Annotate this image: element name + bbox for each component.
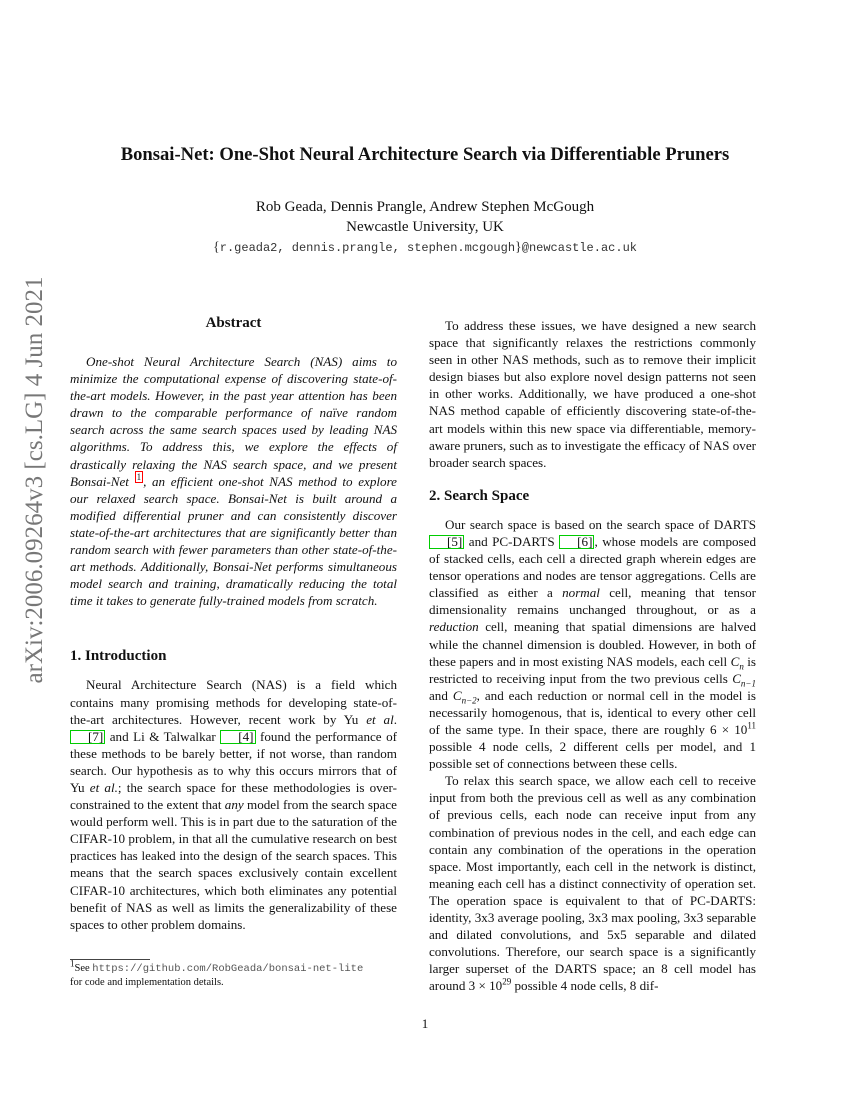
text-run: et al bbox=[366, 711, 394, 727]
citation-link[interactable]: [5] bbox=[429, 535, 464, 549]
math-cn-2 bbox=[452, 687, 477, 706]
math-number: 3 × 10 bbox=[468, 978, 503, 994]
math-symbol: C bbox=[452, 687, 462, 703]
text-run: . bbox=[393, 711, 397, 727]
section-heading-search-space: 2. Search Space bbox=[429, 487, 530, 504]
paper-title: Bonsai-Net: One-Shot Neural Architecture Search via Differentiable Pruners bbox=[120, 144, 730, 165]
text-run: cell, meaning that tensor dimensionality remains unchanged throughout, or as a bbox=[429, 585, 756, 618]
abstract-text bbox=[70, 353, 397, 609]
left-column bbox=[70, 314, 397, 933]
text-run: , whose models are composed of stacked cells, each cell a directed graph wherein edges are tensor operations and nodes are tensor aggregations. Cells are classified as either a bbox=[429, 533, 756, 601]
text-run: and bbox=[429, 687, 453, 703]
math-exponent: 29 bbox=[502, 977, 512, 988]
issues-paragraph: To address these issues, we have designed a new search space that significantly relaxes the restrictions commonly seen in other NAS methods, such as to remove their implicit design biases but also explore novel design patterns not seen in other works. Additionally, we have produced a one-shot NAS method capable of efficiently discovering state-of-the-art models within this new space via differentiable, memory-aware pruners, such as to investigate the efficacy of NAS over broader search spaces. bbox=[429, 318, 756, 470]
text-run: et al. bbox=[89, 779, 118, 795]
intro-paragraph bbox=[70, 676, 397, 932]
text-run: and Li & Talwalkar bbox=[105, 728, 221, 744]
text-run: To relax this search space, we allow each cell to receive input from both the previous cell as well as any combination of previous cells, each node can receive input from any combination of previous nodes in the cell, and each edge can contain any combination of the operations in the operation space. Most importantly, each cell in the network is distinct, meaning each cell has a distinct connectivity of operation set. The operation space is equivalent to that of PC-DARTS: identity, 3x3 average pooling, 3x3 max pooling, 3x3 separable and dilated convolutions, and 5x5 separable and dilated convolutions. Therefore, our search space is a significantly larger superset of the DARTS space; an 8 cell model has around bbox=[429, 773, 756, 994]
text-run: possible 4 node cells, 8 dif- bbox=[511, 978, 659, 994]
math-exponent: 11 bbox=[747, 720, 756, 731]
math-count-2 bbox=[469, 978, 512, 993]
text-run: See bbox=[74, 963, 93, 974]
math-number: 6 × 10 bbox=[710, 721, 748, 737]
affiliation: Newcastle University, UK bbox=[346, 219, 504, 235]
text-run: cell, meaning that spatial dimensions are halved while the channel dimension is doubled. However, in both of these papers and in most existing NAS models, each cell bbox=[429, 619, 756, 669]
arxiv-stamp-text: arXiv:2006.09264v3 [cs.LG] 4 Jun 2021 bbox=[21, 276, 48, 684]
footnote-link[interactable]: 1 bbox=[136, 472, 142, 483]
page-number: 1 bbox=[421, 1016, 429, 1031]
text-run: and PC-DARTS bbox=[464, 533, 560, 549]
email-names: r.geada2, dennis.prangle, stephen.mcgough bbox=[219, 241, 516, 255]
search-space-paragraph bbox=[429, 516, 756, 772]
email-domain: @newcastle.ac.uk bbox=[521, 241, 637, 255]
author-emails: {r.geada2, dennis.prangle, stephen.mcgough}@newcastle.ac.uk bbox=[213, 240, 637, 255]
abstract-heading: Abstract bbox=[205, 315, 262, 331]
math-symbol: C bbox=[732, 670, 741, 686]
right-column bbox=[429, 317, 756, 994]
author-list: Rob Geada, Dennis Prangle, Andrew Stephen McGough bbox=[255, 199, 595, 215]
repo-link[interactable]: https://github.com/RobGeada/bonsai-net-lite bbox=[92, 963, 364, 975]
footnote bbox=[70, 958, 410, 990]
text-run: ; the search space for these methodologies is over-constrained to the extent that bbox=[70, 779, 397, 813]
text-run: any bbox=[224, 797, 244, 813]
math-cn bbox=[730, 653, 744, 672]
math-subscript: n−2 bbox=[461, 695, 477, 706]
citation-link[interactable]: [4] bbox=[220, 730, 255, 744]
math-cn-1 bbox=[732, 670, 756, 689]
text-run: normal bbox=[562, 585, 600, 601]
text-run: for code and implementation details. bbox=[70, 977, 224, 988]
text-run: , and each reduction or normal cell in the model is necessarily homogenous, that is, identical to every other cell of the same type. In their space, there are roughly bbox=[429, 687, 756, 737]
relax-paragraph bbox=[429, 772, 756, 994]
math-subscript: n bbox=[739, 661, 744, 672]
math-subscript: n−1 bbox=[740, 678, 756, 689]
text-run: reduction bbox=[429, 619, 479, 635]
citation-link[interactable]: [6] bbox=[559, 535, 594, 549]
text-run: Neural Architecture Search (NAS) is a field which contains many promising methods for developing state-of-the-art architectures. However, recent work by Yu bbox=[70, 677, 397, 727]
text-run: model from the search space would perform well. This is in part due to the saturation of the CIFAR-10 problem, in that all the cumulative research on best practices has leaked into the design of the search spaces. This means that the search spaces exclusively contain excellent CIFAR-10 architectures, which both eliminates any potential benefit of NAS as well as limits the generalizability of these spaces to other problem domains. bbox=[70, 797, 397, 932]
citation-link[interactable]: [7] bbox=[70, 730, 105, 744]
footnote-rule bbox=[70, 959, 150, 960]
footnote-number: 1 bbox=[70, 958, 75, 969]
math-symbol: C bbox=[730, 653, 740, 669]
math-count-1 bbox=[710, 722, 756, 737]
text-run: is restricted to receiving input from the two previous cells bbox=[429, 653, 756, 686]
section-heading-introduction: 1. Introduction bbox=[70, 648, 167, 665]
text-run: found the performance of these methods to be barely better, if not worse, than random search. Our hypothesis as to why this occurs mirrors that of Yu bbox=[70, 728, 397, 795]
text-run: possible 4 node cells, 2 different cells per model, and 1 possible set of connections between these cells. bbox=[429, 739, 756, 772]
abstract-part-a: One-shot Neural Architecture Search (NAS) aims to minimize the computational expense of discovering state-of-the-art models. However, in the past year attention has been drawn to the comparable performance of naïve random search across the same search spaces used by leading NAS algorithms. To address this, we explore the effects of drastically relaxing the NAS search space, and we present Bonsai-Net bbox=[70, 354, 397, 489]
arxiv-stamp bbox=[17, 276, 53, 684]
text-run: Our search space is based on the search space of DARTS bbox=[445, 516, 756, 532]
abstract-part-b: , an efficient one-shot NAS method to explore our relaxed search space. Bonsai-Net is built around a modified differential pruner and can consistently discover state-of-the-art architectures that are significantly better than random search with fewer parameters than other state-of-the-art methods. Additionally, Bonsai-Net performs simultaneous model search and training, dramatically reducing the total time it takes to generate fully-trained models from scratch. bbox=[70, 473, 397, 609]
